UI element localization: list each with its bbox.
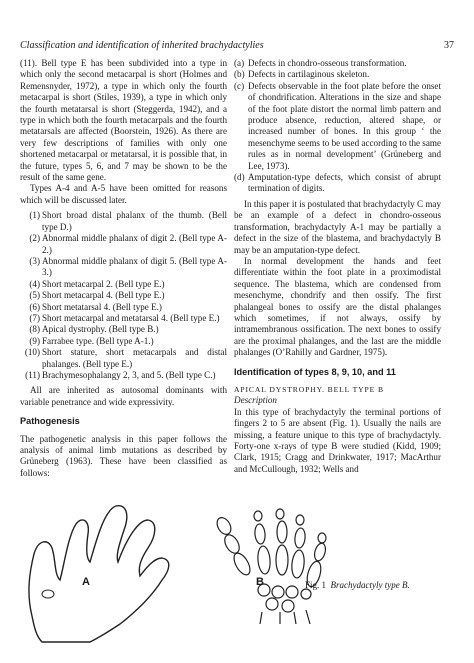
hand-outline-illustration <box>20 496 210 646</box>
list-item: (8) Apical dystrophy. (Bell type B.) <box>29 324 159 335</box>
list-item: (b) Defects in cartilaginous skeleton. <box>234 69 370 80</box>
paragraph: In this type of brachydactyly the terminal portions of fingers 2 to 5 are absent (Fig. 1). Usually the nails are missing, a feature unique to this type of brachydactyly. Forty-one x-rays of type B were studied (Kidd, 1909; Clark, 1915; Cragg and Drinkwater, 1917; MacArthur and McCullough, 1932; Wells and <box>234 406 441 474</box>
types-list <box>20 210 227 381</box>
hand-xray-illustration <box>202 494 372 624</box>
left-column <box>20 58 227 479</box>
subsection-heading: APICAL DYSTROPHY. BELL TYPE B <box>234 384 384 394</box>
paragraph: The pathogenetic analysis in this paper follows the analysis of animal limb mutations as described by Grüneberg (1963). These have been classified as follows: <box>20 433 227 478</box>
section-heading: Pathogenesis <box>20 416 80 427</box>
paragraph: All are inherited as autosomal dominants with variable penetrance and wide expressivity. <box>20 385 227 407</box>
paragraph: Types A-4 and A-5 have been omitted for reasons which will be discussed later. <box>20 183 227 205</box>
list-item: (d) Amputation-type defects, which consist of abrupt termination of digits. <box>234 172 441 194</box>
list-item: (c) Defects observable in the foot plate before the onset of chondrification. Alterations in the size and shape of the foot plate distort the normal limb pattern and produce absence, reduction, altered shape, or increased number of bones. In this group ‘ the mesenchyme seems to be used according to the same rules as in normal development’ (Grüneberg and Lee, 1973). <box>234 80 441 171</box>
list-item: (5) Short metacarpal 4. (Bell type E.) <box>29 290 165 301</box>
running-title: Classification and identification of inherited brachydactylies <box>20 40 264 51</box>
description-subheading: Description <box>234 395 277 406</box>
list-item: (a) Defects in chondro-osseous transformation. <box>234 58 407 68</box>
caption-text: Brachydactyly type B. <box>330 580 410 590</box>
running-header <box>20 40 454 54</box>
figure-caption <box>305 580 410 590</box>
figure-1 <box>20 496 454 656</box>
section-heading: Identification of types 8, 9, 10, and 11 <box>234 366 396 377</box>
paragraph: In this paper it is postulated that brachydactyly C may be an example of a defect in chondro-osseous transformation, brachydactyly A-1 may be partially a defect in the size of the blastema, and brachydactyly B may be an amputation-type defect. <box>234 198 441 255</box>
right-column <box>234 58 441 475</box>
page-number: 37 <box>444 40 454 51</box>
list-item: (6) Short metatarsal 4. (Bell type E.) <box>29 301 162 312</box>
list-item: (2) Abnormal middle phalanx of digit 2. (Bell type A-2.) <box>29 233 227 255</box>
list-item: (7) Short metacarpal and metatarsal 4. (Bell type E.) <box>29 312 220 323</box>
list-item: (9) Farrabee type. (Bell type A-1.) <box>29 335 154 346</box>
defects-list <box>234 58 441 195</box>
figure-label-a: A <box>82 576 90 588</box>
paragraph: (11). Bell type E has been subdivided into a type in which only the second metacarpal is short (Holmes and Remensnyder, 1972), a type in which only the fourth metacarpal is short (Stiles, 1939), a type in which only the fourth metatarsal is short (Steggerda, 1942), and a type in which both the fourth metacarpals and the fourth metatarsals are affected (Boorstein, 1926). As there are very few descriptions of families with only one shortened metacarpal or metatarsal, it is possible that, in the future, types 5, 6, and 7 may be shown to be the result of the same gene. <box>20 58 227 183</box>
caption-prefix: Fig. 1 <box>305 580 327 590</box>
list-item: (11) Brachymesophalangy 2, 3, and 5. (Bell type C.) <box>25 369 216 380</box>
list-item: (10) Short stature, short metacarpals and distal phalanges. (Bell type E.) <box>24 347 227 369</box>
list-item: (3) Abnormal middle phalanx of digit 5. (Bell type A-3.) <box>29 255 227 278</box>
paragraph: In normal development the hands and feet differentiate within the foot plate in a proximodistal sequence. The blastema, which are condensed from mesenchyme, chondrify and then ossify. The first phalangeal bones to ossify are the distal phalanges which sometimes, if not always, ossify by intramembranous ossification. The next bones to ossify are the proximal phalanges, and the last are the middle phalanges (O’Rahilly and Gardner, 1975). <box>234 255 441 358</box>
list-item: (4) Short metacarpal 2. (Bell type E.) <box>29 278 165 289</box>
figure-label-b: B <box>256 576 264 588</box>
list-item: (1) Short broad distal phalanx of the thumb. (Bell type D.) <box>29 210 227 232</box>
